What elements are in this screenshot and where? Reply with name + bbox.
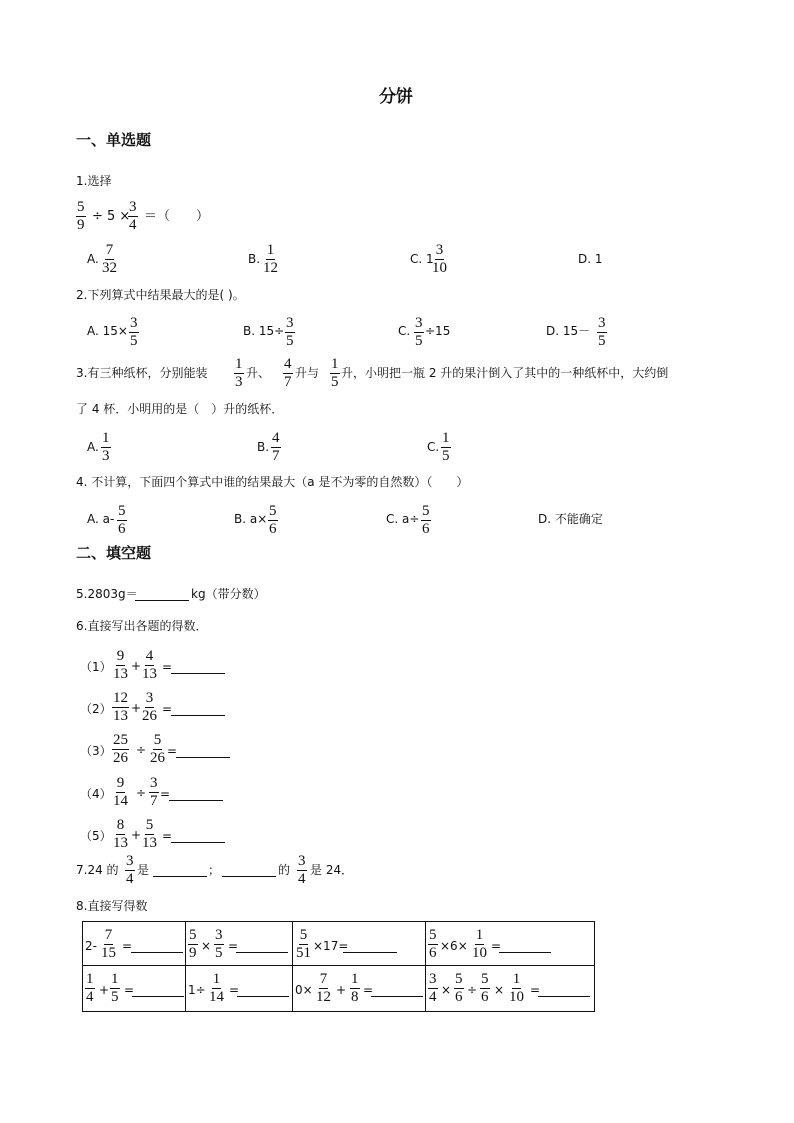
fraction-numerator: 5: [299, 927, 308, 943]
option-a[interactable]: A. 15×: [87, 324, 128, 338]
operator: ×17=: [313, 939, 349, 953]
fraction: [428, 928, 438, 961]
question-7-text: 是 24．: [310, 863, 354, 877]
fraction-numerator: 3: [215, 927, 223, 943]
option-b-fraction: $\frac{4}{7}$: [272, 430, 280, 464]
fraction-denominator: 6: [481, 989, 489, 1005]
item-index: （4）: [80, 787, 112, 801]
equals-sign: =: [167, 744, 178, 758]
fraction: [141, 691, 158, 724]
option-d-fraction: $\frac{3}{5}$: [598, 315, 606, 349]
fraction: $\frac{3}{4}$: [298, 853, 306, 887]
option-a[interactable]: A.: [87, 252, 99, 266]
question-7-text: ；: [208, 863, 221, 877]
operator: ×: [201, 939, 212, 953]
fraction-denominator: 26: [142, 708, 157, 724]
fraction: [100, 928, 117, 961]
fraction-numerator: 9: [116, 775, 125, 791]
fraction: [508, 972, 525, 1005]
fraction-denominator: 8: [351, 989, 359, 1005]
operator: ×6×: [440, 939, 468, 953]
answer-blank[interactable]: [135, 600, 189, 601]
fraction: [480, 972, 490, 1005]
answer-blank[interactable]: [222, 876, 276, 877]
fraction: [112, 733, 129, 766]
fraction: $\frac{3}{4}$: [129, 199, 137, 233]
option-c-fraction: $\frac{5}{6}$: [422, 503, 430, 537]
equals-sign: =: [363, 983, 374, 997]
answer-blank[interactable]: [538, 996, 590, 997]
fraction: [141, 649, 158, 682]
fraction-numerator: 1: [86, 971, 94, 987]
option-d[interactable]: D. 1: [578, 252, 603, 266]
option-b[interactable]: B. 15÷: [243, 324, 285, 338]
fraction-numerator: 5: [455, 971, 463, 987]
answer-blank[interactable]: [169, 800, 223, 801]
option-c-fraction: $\frac{1}{5}$: [442, 430, 450, 464]
fraction: [454, 972, 464, 1005]
fraction-denominator: 15: [101, 945, 116, 961]
fraction-denominator: 26: [150, 750, 165, 766]
section-heading-fill-in: 二、填空题: [76, 544, 152, 562]
fraction-denominator: 5: [215, 945, 223, 961]
fraction: [208, 972, 225, 1005]
fraction-denominator: 10: [509, 989, 524, 1005]
question-7-text: 是: [137, 863, 150, 877]
fraction-denominator: 13: [113, 708, 128, 724]
fraction: [188, 928, 198, 961]
operator: ÷: [136, 743, 147, 757]
answer-blank[interactable]: [131, 952, 183, 953]
fraction: [112, 649, 129, 682]
operator: ÷: [467, 983, 478, 997]
fraction-numerator: 5: [153, 732, 162, 748]
equals-sign: =: [530, 983, 541, 997]
answer-blank[interactable]: [371, 996, 423, 997]
equals-sign: =: [124, 983, 135, 997]
option-a-fraction: $\frac{1}{3}$: [102, 430, 110, 464]
fraction-numerator: 9: [116, 648, 125, 664]
equals-sign: =: [491, 939, 502, 953]
operator: ×: [494, 983, 505, 997]
question-3-text: 了 4 杯．小明用的是（ ）升的纸杯．: [76, 402, 284, 416]
equals-sign: =: [229, 983, 240, 997]
fraction-denominator: 51: [296, 945, 311, 961]
option-a-fraction: $\frac{5}{6}$: [118, 503, 126, 537]
fraction: [350, 972, 360, 1005]
option-b-fraction: $\frac{1}{12}$: [263, 242, 278, 276]
operator: +: [131, 701, 142, 715]
fraction-numerator: 1: [475, 927, 484, 943]
expression-operators: ÷ 5 ×: [92, 209, 131, 224]
fraction-numerator: 8: [116, 817, 125, 833]
question-8-label: 8.直接写得数: [76, 899, 148, 913]
fraction: $\frac{1}{3}$: [235, 356, 243, 390]
question-4-label: 4. 不计算，下面四个算式中谁的结果最大（a 是不为零的自然数）（ ）: [76, 475, 469, 489]
fraction: $\frac{4}{7}$: [284, 356, 292, 390]
fraction-numerator: 1: [512, 971, 521, 987]
fraction: $\frac{3}{4}$: [126, 853, 134, 887]
fraction-denominator: 14: [209, 989, 224, 1005]
fraction-denominator: 13: [113, 666, 128, 682]
fraction-numerator: 3: [429, 971, 437, 987]
fraction-denominator: 4: [429, 989, 437, 1005]
table-divider: [82, 965, 595, 966]
fraction: [315, 972, 332, 1005]
fraction: [149, 733, 166, 766]
question-7-text: 的: [278, 863, 291, 877]
question-7-text: 7.24 的: [76, 863, 119, 877]
fraction-denominator: 9: [189, 945, 197, 961]
answer-blank[interactable]: [132, 996, 184, 997]
answer-blank[interactable]: [176, 757, 230, 758]
equals-sign: =: [162, 702, 173, 716]
option-b[interactable]: B. a×: [234, 512, 268, 526]
expression-text: 2-: [85, 939, 97, 953]
fraction-denominator: 7: [150, 793, 158, 809]
option-a[interactable]: A. a-: [87, 512, 115, 526]
item-index: （5）: [80, 829, 112, 843]
question-3-text: 3.有三种纸杯，分别能装: [76, 366, 208, 380]
fraction-numerator: 25: [113, 732, 128, 748]
answer-blank[interactable]: [153, 876, 207, 877]
expression-tail: ＝（ ）: [144, 209, 210, 224]
question-2-label: 2.下列算式中结果最大的是( )。: [76, 288, 245, 302]
table-divider: [185, 921, 186, 1011]
operator: +: [336, 983, 347, 997]
fraction: [149, 776, 159, 809]
question-5-unit: kg（带分数）: [191, 587, 266, 601]
equals-sign: =: [122, 939, 133, 953]
answer-blank[interactable]: [343, 952, 397, 953]
fraction: [295, 928, 312, 961]
answer-blank[interactable]: [237, 996, 289, 997]
fraction-denominator: 6: [429, 945, 437, 961]
answer-blank[interactable]: [171, 842, 225, 843]
option-d[interactable]: D. 不能确定: [538, 512, 603, 526]
expression-text: 1÷: [188, 983, 206, 997]
answer-blank[interactable]: [171, 715, 225, 716]
fraction-numerator: 5: [429, 927, 437, 943]
option-d[interactable]: D. 15－: [546, 324, 591, 338]
answer-blank[interactable]: [236, 952, 288, 953]
option-a[interactable]: A.: [87, 440, 99, 454]
fraction: [112, 818, 129, 851]
fraction: [85, 972, 95, 1005]
question-3-text: 升与: [295, 366, 320, 380]
option-c[interactable]: C.: [427, 440, 440, 454]
table-divider: [292, 921, 293, 1011]
fraction-denominator: 13: [142, 666, 157, 682]
question-1-label: 1.选择: [76, 174, 112, 188]
item-index: （2）: [80, 702, 112, 716]
item-index: （3）: [80, 744, 112, 758]
operator: +: [131, 828, 142, 842]
fraction: [112, 776, 129, 809]
operator: ÷: [136, 786, 147, 800]
option-a-fraction: $\frac{3}{5}$: [130, 315, 138, 349]
fraction-numerator: 5: [481, 971, 489, 987]
operator: ×: [441, 983, 452, 997]
item-index: （1）: [80, 660, 112, 674]
fraction-numerator: 4: [145, 648, 154, 664]
question-3-text: 升、: [246, 366, 271, 380]
fraction: $\frac{5}{9}$: [77, 199, 85, 233]
fraction-numerator: 1: [111, 971, 119, 987]
option-b-fraction: $\frac{5}{6}$: [269, 503, 277, 537]
expression-text: 0×: [295, 983, 313, 997]
question-5-text: 5.2803g＝: [76, 587, 138, 601]
equals-sign: =: [160, 787, 171, 801]
fraction: [110, 972, 120, 1005]
answer-blank[interactable]: [171, 673, 225, 674]
fraction: [214, 928, 224, 961]
section-heading-single-choice: 一、单选题: [76, 131, 152, 149]
fraction-numerator: 12: [113, 690, 128, 706]
option-a-fraction: $\frac{7}{32}$: [102, 242, 117, 276]
fraction: [112, 691, 129, 724]
option-b-fraction: $\frac{3}{5}$: [286, 315, 294, 349]
fraction: [428, 972, 438, 1005]
equals-sign: =: [162, 829, 173, 843]
fraction-numerator: 3: [145, 690, 154, 706]
fraction-denominator: 26: [113, 750, 128, 766]
operator: +: [99, 983, 110, 997]
fraction-numerator: 7: [319, 971, 328, 987]
option-b[interactable]: B.: [248, 252, 261, 266]
fraction-numerator: 1: [351, 971, 359, 987]
page-title: 分饼: [379, 87, 413, 107]
option-c[interactable]: C.: [398, 324, 411, 338]
table-divider: [425, 921, 426, 1011]
fraction-denominator: 13: [113, 835, 128, 851]
fraction-denominator: 6: [455, 989, 463, 1005]
fraction: [141, 818, 158, 851]
option-c-suffix: ÷15: [425, 324, 451, 338]
option-c[interactable]: C. 1: [410, 252, 434, 266]
equals-sign: =: [228, 939, 239, 953]
fraction-denominator: 4: [86, 989, 94, 1005]
question-6-label: 6.直接写出各题的得数．: [76, 619, 208, 633]
option-c-fraction: $\frac{3}{5}$: [415, 315, 423, 349]
option-b[interactable]: B.: [257, 440, 270, 454]
equals-sign: =: [162, 660, 173, 674]
fraction-numerator: 5: [145, 817, 154, 833]
option-c[interactable]: C. a÷: [386, 512, 420, 526]
option-c-fraction: $\frac{3}{10}$: [432, 242, 447, 276]
fraction-denominator: 5: [111, 989, 119, 1005]
fraction-denominator: 10: [472, 945, 487, 961]
fraction-numerator: 1: [212, 971, 221, 987]
question-3-text: 升，小明把一瓶 2 升的果汁倒入了其中的一种纸杯中，大约倒: [341, 366, 669, 380]
fraction: $\frac{1}{5}$: [331, 356, 339, 390]
answer-blank[interactable]: [499, 952, 551, 953]
operator: +: [131, 659, 142, 673]
fraction-numerator: 3: [150, 775, 158, 791]
fraction-denominator: 12: [316, 989, 331, 1005]
fraction: [471, 928, 488, 961]
fraction-numerator: 7: [104, 927, 113, 943]
fraction-denominator: 14: [113, 793, 128, 809]
fraction-numerator: 5: [189, 927, 197, 943]
fraction-denominator: 13: [142, 835, 157, 851]
